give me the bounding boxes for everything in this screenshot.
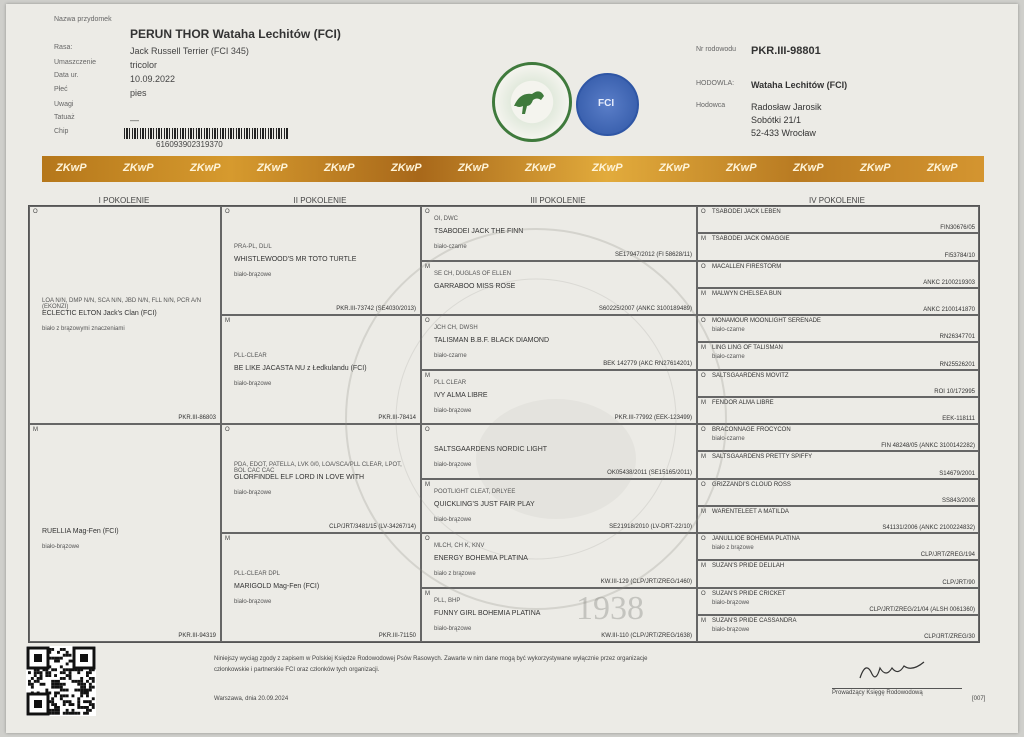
strip-zkwp-word: ZKwP bbox=[458, 162, 489, 174]
ancestor-name: TSABODEI JACK OMAGGIE bbox=[712, 236, 790, 243]
ancestor-color: biało-brązowe bbox=[234, 489, 272, 496]
ancestor-sex: O bbox=[701, 209, 706, 215]
ancestor-color: biało-brązowe bbox=[712, 626, 750, 633]
gen-heading-4: IV POKOLENIE bbox=[808, 196, 866, 205]
label-reg: Nr rodowodu bbox=[696, 46, 737, 53]
ancestor-reg: KW.III-129 (CLP/JRT/ZREG/1460) bbox=[600, 578, 692, 585]
ancestor-cell bbox=[421, 424, 697, 479]
ancestor-name: LING LING OF TALISMAN bbox=[712, 345, 783, 352]
strip-zkwp-word: ZKwP bbox=[123, 162, 154, 174]
strip-zkwp-word: ZKwP bbox=[56, 162, 87, 174]
ancestor-titles: PLL, BHP bbox=[434, 597, 461, 604]
ancestor-cell bbox=[697, 506, 979, 533]
ancestor-sex: M bbox=[701, 617, 706, 624]
ancestor-cell bbox=[697, 479, 979, 506]
ancestor-reg: OK05438/2011 (SE15165/2011) bbox=[607, 469, 692, 476]
ancestor-cell bbox=[697, 261, 979, 288]
ancestor-reg: CLP/JRT/ZREG/21/04 (ALSH 0061360) bbox=[869, 606, 975, 613]
ancestor-name: JANULLIOE BOHEMIA PLATINA bbox=[712, 536, 800, 542]
ancestor-titles: PDA, EDOT, PATELLA, LVK 0/0, LOA/SCA/PLL CLEAR, LPOT, BOL CAC CAC bbox=[234, 461, 402, 474]
ancestor-name: FENDOR ALMA LIBRE bbox=[712, 399, 774, 406]
ancestor-reg: PKR.III-77992 (EEK-123499) bbox=[614, 415, 692, 421]
ancestor-name: QUICKLING'S JUST FAIR PLAY bbox=[434, 500, 535, 508]
ancestor-color: biało-brązowe bbox=[234, 598, 272, 605]
ancestor-color: biało-brązowe bbox=[434, 407, 472, 414]
ancestor-sex: O bbox=[701, 481, 706, 488]
ancestor-titles: PLL-CLEAR bbox=[234, 352, 267, 359]
ancestor-titles: LOA N/N, DMP N/N, SCA N/N, JBD N/N, FLL N/N, PCR A/N (EKONZI) bbox=[42, 298, 202, 310]
ancestor-reg: CLP/JRT/ZREG/30 bbox=[924, 634, 975, 640]
label-dob: Data ur. bbox=[54, 72, 79, 79]
ancestor-sex: O bbox=[225, 427, 230, 433]
ancestor-cell bbox=[697, 588, 979, 615]
consent-line-2: członkowskie i partnerskie FCI oraz członków tych organizacji. bbox=[214, 667, 380, 673]
ancestor-cell bbox=[421, 261, 697, 316]
sex-value: pies bbox=[130, 88, 147, 98]
tattoo-value: — bbox=[130, 115, 139, 125]
ancestor-name: TSABODEI JACK THE FINN bbox=[434, 228, 524, 236]
document-code: [007] bbox=[972, 696, 986, 702]
ancestor-reg: FIN30676/05 bbox=[940, 225, 975, 232]
ancestor-sex: O bbox=[701, 372, 706, 379]
ancestor-cell bbox=[221, 533, 421, 642]
gen-heading-1: I POKOLENIE bbox=[98, 196, 150, 205]
color-value: tricolor bbox=[130, 60, 158, 70]
ancestor-sex: M bbox=[225, 318, 230, 324]
strip-zkwp-word: ZKwP bbox=[927, 162, 958, 174]
ancestor-reg: ANKC 2100141870 bbox=[923, 307, 975, 313]
ancestor-titles: OI, DWC bbox=[434, 216, 458, 223]
ancestor-sex: O bbox=[701, 590, 706, 597]
ancestor-color: biało-brązowe bbox=[42, 544, 80, 550]
breeder-address-line1: Sobótki 21/1 bbox=[751, 115, 802, 125]
ancestor-reg: CLP/JRT/3481/15 (LV-34267/14) bbox=[329, 524, 416, 530]
ancestor-cell bbox=[221, 315, 421, 424]
strip-zkwp-word: ZKwP bbox=[659, 162, 690, 174]
label-name: Nazwa przydomek bbox=[54, 16, 112, 23]
ancestor-reg: CLP/JRT/90 bbox=[942, 579, 975, 586]
ancestor-cell bbox=[421, 588, 697, 643]
ancestor-cell bbox=[221, 424, 421, 533]
ancestor-sex: O bbox=[425, 536, 430, 542]
ancestor-name: SUZAN'S PRIDE CRICKET bbox=[712, 590, 786, 597]
ancestor-reg: ANKC 2100219303 bbox=[923, 279, 975, 286]
ancestor-color: biało-czarne bbox=[434, 353, 467, 360]
ancestor-cell bbox=[221, 206, 421, 315]
ancestor-reg: FIN 48248/05 (ANKC 3100142282) bbox=[881, 443, 975, 450]
ancestor-name: MONAMOUR MOONLIGHT SERENADE bbox=[712, 318, 821, 324]
strip-zkwp-word: ZKwP bbox=[391, 162, 422, 174]
ancestor-sex: M bbox=[701, 236, 706, 243]
ancestor-reg: PKR.III-94319 bbox=[178, 633, 216, 639]
ancestor-color: biało-brązowe bbox=[434, 625, 472, 632]
ancestor-name: ECLECTIC ELTON Jack's Clan (FCI) bbox=[42, 310, 157, 317]
ancestor-reg: SE17947/2012 (FI 58628/11) bbox=[615, 251, 692, 258]
ancestor-sex: O bbox=[225, 209, 230, 215]
ancestor-color: biało-brązowe bbox=[434, 462, 472, 469]
ancestor-cell bbox=[697, 451, 979, 478]
ancestor-cell bbox=[421, 479, 697, 534]
ancestor-name: IVY ALMA LIBRE bbox=[434, 391, 488, 399]
ancestor-sex: O bbox=[425, 209, 430, 215]
ancestor-name: GLORFINDEL ELF LORD IN LOVE WITH bbox=[234, 473, 365, 481]
ancestor-sex: M bbox=[701, 508, 706, 515]
ancestor-color: biało-brązowe bbox=[712, 599, 750, 606]
strip-zkwp-word: ZKwP bbox=[257, 162, 288, 174]
ancestor-reg: S41131/2006 (ANKC 2100224832) bbox=[882, 525, 975, 531]
ancestor-reg: RN26347701 bbox=[939, 334, 975, 341]
ancestor-cell bbox=[421, 533, 697, 588]
ancestor-reg: EEK-118111 bbox=[942, 416, 975, 422]
breed-value: Jack Russell Terrier (FCI 345) bbox=[130, 46, 249, 56]
ancestor-name: MALWYN CHELSEA BUN bbox=[712, 290, 782, 297]
breeder-name: Radosław Jarosik bbox=[751, 102, 822, 112]
ancestor-color: biało-czarne bbox=[712, 436, 745, 442]
ancestor-reg: PKR.III-71150 bbox=[378, 633, 416, 639]
ancestor-titles: SE CH, DUGLAS OF ELLEN bbox=[434, 270, 512, 277]
ancestor-sex: O bbox=[701, 263, 706, 270]
ancestor-sex: O bbox=[425, 427, 430, 433]
ancestor-reg: KW.III-110 (CLP/JRT/ZREG/1638) bbox=[601, 633, 692, 639]
ancestor-name: MACALLEN FIRESTORM bbox=[712, 263, 782, 270]
ancestor-cell bbox=[421, 315, 697, 370]
ancestor-reg: PKR.III-78414 bbox=[378, 415, 416, 421]
zkwp-seal bbox=[492, 62, 572, 142]
ancestor-reg: ROI 10/172995 bbox=[934, 388, 975, 395]
ancestor-name: RUELLIA Mag-Fen (FCI) bbox=[42, 528, 119, 535]
label-notes: Uwagi bbox=[54, 101, 74, 108]
ancestor-titles: JCH CH, DWSH bbox=[434, 325, 478, 332]
ancestor-color: biało-czarne bbox=[434, 244, 467, 251]
ancestor-sex: O bbox=[701, 427, 706, 433]
ancestor-sex: M bbox=[701, 563, 706, 570]
ancestor-sex: O bbox=[701, 536, 706, 542]
ancestor-cell bbox=[697, 560, 979, 587]
zkwp-hologram-strip bbox=[42, 156, 984, 182]
keeper-title: Prowadzący Księgę Rodowodową bbox=[832, 688, 962, 696]
ancestor-reg: RN25526201 bbox=[939, 361, 975, 368]
dob-value: 10.09.2022 bbox=[130, 74, 176, 84]
ancestor-name: MARIGOLD Mag-Fen (FCI) bbox=[234, 582, 320, 590]
reg-number: PKR.III-98801 bbox=[751, 45, 821, 57]
fci-seal-label: FCI bbox=[598, 98, 615, 109]
ancestor-cell bbox=[29, 424, 221, 642]
ancestor-name: WHISTLEWOOD'S MR TOTO TURTLE bbox=[234, 255, 357, 263]
ancestor-name: BE LIKE JACASTA NU z Łedkulandu (FCI) bbox=[234, 364, 367, 372]
place-date: Warszawa, dnia 20.09.2024 bbox=[214, 696, 289, 702]
qr-code bbox=[26, 646, 96, 716]
ancestor-name: SALTSGAARDENS MOVITZ bbox=[712, 372, 789, 379]
ancestor-sex: M bbox=[701, 290, 706, 297]
ancestor-reg: S14679/2001 bbox=[939, 470, 975, 477]
label-sex: Płeć bbox=[54, 86, 68, 93]
ancestor-name: TSABODEI JACK LEBEN bbox=[712, 209, 781, 215]
ancestor-sex: M bbox=[701, 399, 706, 406]
ancestor-sex: M bbox=[225, 536, 230, 542]
ancestor-titles: POOTLIGHT CLEAT, DRLYEE bbox=[434, 488, 516, 495]
keeper-signature bbox=[854, 656, 934, 686]
ancestor-sex: O bbox=[33, 209, 38, 215]
ancestor-color: biało-brązowe bbox=[234, 380, 272, 387]
ancestor-color: biało z brązowymi znaczeniami bbox=[42, 326, 125, 332]
kennel-name: Wataha Lechitów (FCI) bbox=[751, 80, 848, 90]
strip-zkwp-word: ZKwP bbox=[726, 162, 757, 174]
ancestor-cell bbox=[697, 288, 979, 315]
ancestor-sex: M bbox=[425, 372, 430, 379]
breeder-address-line2: 52-433 Wrocław bbox=[751, 128, 816, 138]
ancestor-name: GRIZZANDI'S CLOUD ROSS bbox=[712, 481, 791, 488]
ancestor-reg: PKR.III-86803 bbox=[178, 415, 216, 421]
ancestor-name: WARENTELEET A MATILDA bbox=[712, 508, 789, 515]
ancestor-color: biało z brązowe bbox=[434, 571, 476, 578]
ancestor-cell bbox=[697, 315, 979, 342]
ancestor-cell bbox=[421, 370, 697, 425]
fci-seal bbox=[576, 73, 639, 136]
ancestor-cell bbox=[697, 342, 979, 369]
ancestor-sex: M bbox=[425, 481, 430, 488]
ancestor-sex: M bbox=[425, 263, 430, 270]
ancestor-cell bbox=[697, 206, 979, 233]
strip-zkwp-word: ZKwP bbox=[860, 162, 891, 174]
ancestor-color: biało z brązowe bbox=[712, 545, 754, 551]
pedigree-certificate bbox=[6, 4, 1018, 733]
ancestor-name: ENERGY BOHEMIA PLATINA bbox=[434, 555, 528, 563]
ancestor-name: SUZAN'S PRIDE DELILAH bbox=[712, 563, 785, 570]
consent-line-1: Niniejszy wyciąg zgody z zapisem w Polskiej Księdze Rodowodowej Psów Rasowych. Zawarte w nim dane mogą być wykorzystywane wyłącznie przez organizacje bbox=[214, 656, 648, 662]
ancestor-name: SALTSGAARDENS PRETTY SPIFFY bbox=[712, 454, 813, 461]
chip-barcode bbox=[124, 128, 288, 139]
ancestor-cell bbox=[697, 533, 979, 560]
ancestor-cell bbox=[421, 206, 697, 261]
gen-heading-2: II POKOLENIE bbox=[293, 196, 347, 205]
ancestor-reg: SS843/2008 bbox=[941, 497, 975, 504]
ancestor-reg: PKR.III-73742 (SE4030/2013) bbox=[336, 306, 416, 312]
label-breed: Rasa: bbox=[54, 44, 73, 51]
watermark-year: 1938 bbox=[576, 590, 644, 627]
ancestor-name: TALISMAN B.B.F. BLACK DIAMOND bbox=[434, 337, 550, 345]
strip-zkwp-word: ZKwP bbox=[190, 162, 221, 174]
ancestor-cell bbox=[697, 233, 979, 260]
ancestor-reg: CLP/JRT/ZREG/194 bbox=[920, 552, 975, 559]
strip-zkwp-word: ZKwP bbox=[793, 162, 824, 174]
ancestor-reg: S60225/2007 (ANKC 3100189489) bbox=[598, 306, 692, 312]
strip-zkwp-word: ZKwP bbox=[592, 162, 623, 174]
ancestor-titles: PLL CLEAR bbox=[434, 379, 467, 386]
ancestor-name: BRACONNAGE FROCYCON bbox=[712, 427, 791, 433]
ancestor-cell bbox=[697, 424, 979, 451]
strip-zkwp-word: ZKwP bbox=[525, 162, 556, 174]
dog-name: PERUN THOR Wataha Lechitów (FCI) bbox=[130, 27, 341, 41]
label-chip: Chip bbox=[54, 128, 69, 135]
label-breeder: Hodowca bbox=[696, 102, 726, 109]
ancestor-titles: PRA-PL, DL/L bbox=[234, 243, 272, 250]
ancestor-reg: FI53784/10 bbox=[944, 252, 975, 259]
ancestor-cell bbox=[697, 615, 979, 642]
ancestor-cell bbox=[29, 206, 221, 424]
ancestor-sex: M bbox=[701, 454, 706, 461]
strip-zkwp-word: ZKwP bbox=[324, 162, 355, 174]
label-color: Umaszczenie bbox=[54, 59, 97, 66]
ancestor-name: SALTSGAARDENS NORDIC LIGHT bbox=[434, 446, 548, 454]
ancestor-reg: SE21918/2010 (LV-DRT-22/10) bbox=[609, 524, 692, 530]
ancestor-sex: M bbox=[701, 345, 706, 352]
ancestor-sex: M bbox=[33, 427, 38, 433]
dog-emblem-icon bbox=[492, 62, 566, 136]
ancestor-color: biało-brązowe bbox=[234, 271, 272, 278]
ancestor-sex: O bbox=[701, 318, 706, 324]
ancestor-sex: O bbox=[425, 318, 430, 324]
ancestor-titles: MLCH, CH K, KNV bbox=[434, 543, 485, 550]
ancestor-cell bbox=[697, 397, 979, 424]
ancestor-name: SUZAN'S PRIDE CASSANDRA bbox=[712, 617, 797, 624]
ancestor-sex: M bbox=[425, 590, 430, 597]
ancestor-titles: PLL-CLEAR DPL bbox=[234, 570, 281, 577]
ancestor-reg: BEK 142779 (AKC RN27614201) bbox=[603, 360, 692, 367]
ancestor-name: FUNNY GIRL BOHEMIA PLATINA bbox=[434, 609, 541, 617]
gen-heading-3: III POKOLENIE bbox=[530, 196, 586, 205]
label-tattoo: Tatuaż bbox=[54, 114, 75, 121]
ancestor-name: GARRABOO MISS ROSE bbox=[434, 282, 516, 290]
ancestor-color: biało-czarne bbox=[712, 327, 745, 333]
ancestor-color: biało-brązowe bbox=[434, 516, 472, 523]
label-kennel: HODOWLA: bbox=[696, 80, 735, 87]
ancestor-color: biało-czarne bbox=[712, 354, 745, 361]
ancestor-cell bbox=[697, 370, 979, 397]
pedigree-table bbox=[28, 205, 980, 643]
chip-number: 616093902319370 bbox=[156, 140, 223, 149]
